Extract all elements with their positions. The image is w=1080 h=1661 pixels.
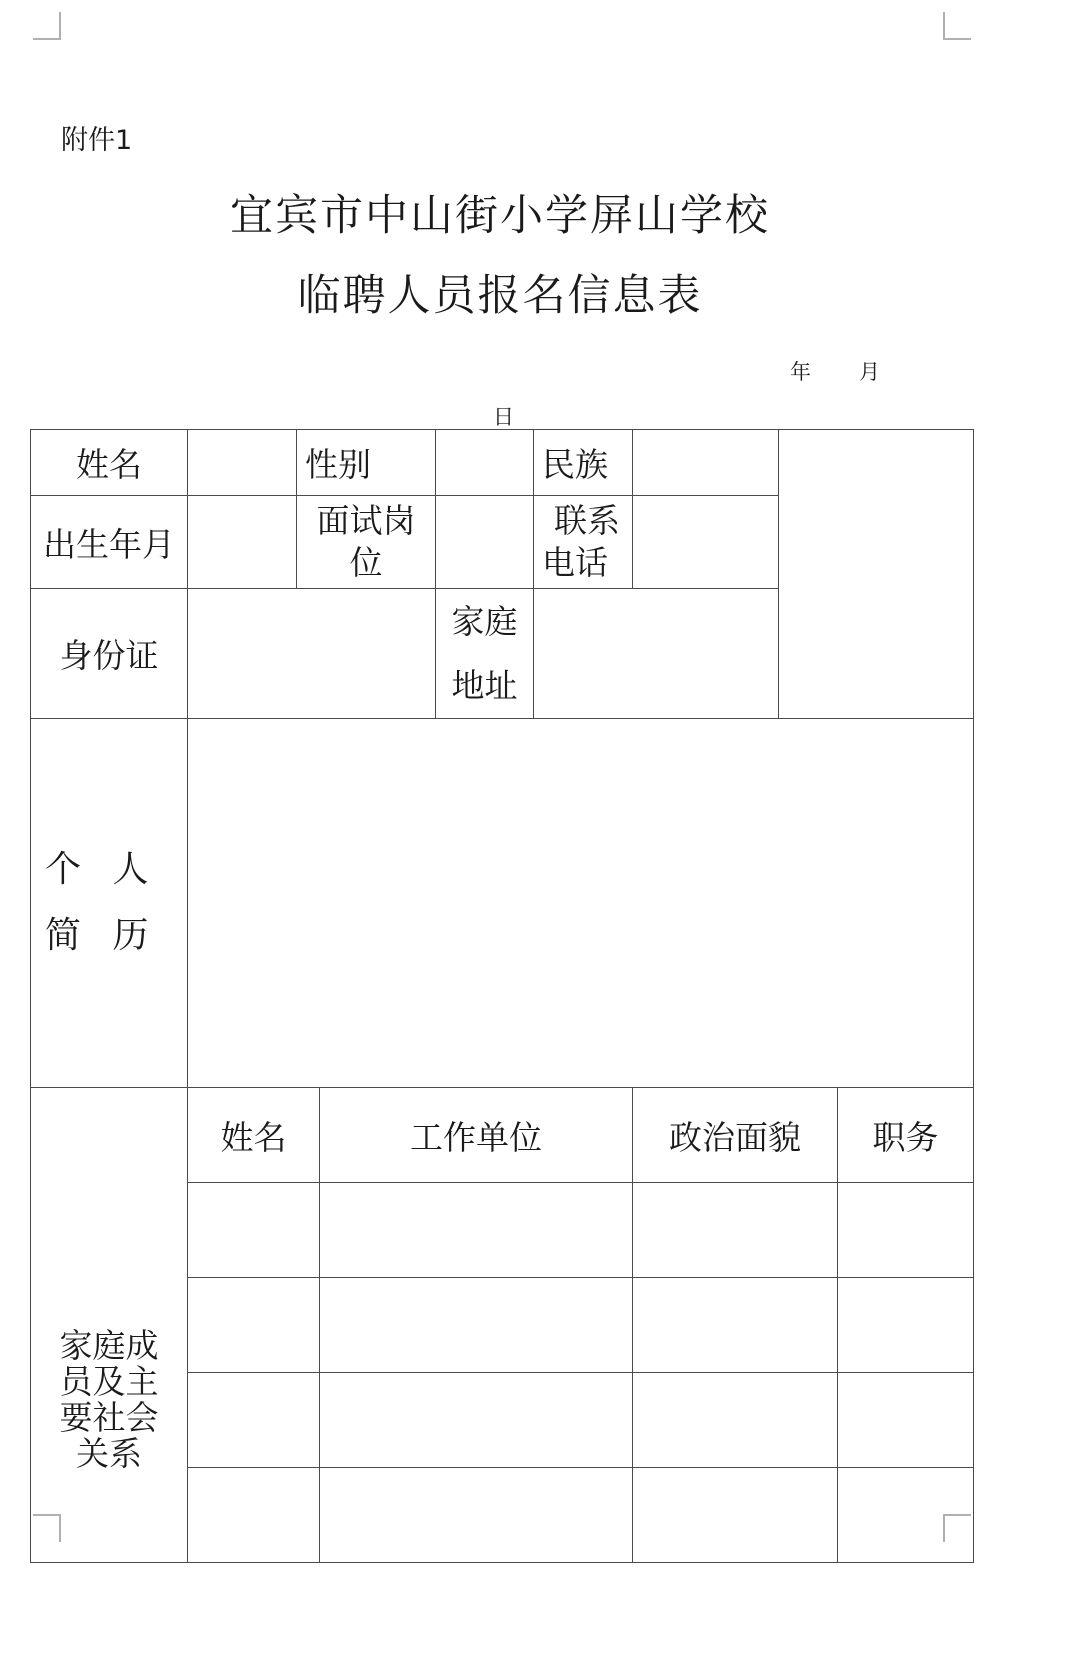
birth-value-cell[interactable] (188, 496, 297, 589)
id-card-value-cell[interactable] (188, 589, 436, 719)
phone-label-line2: 电话 (542, 543, 608, 582)
gender-label: 性别 (297, 430, 436, 496)
crop-mark-top-right (943, 12, 971, 40)
position-label-line2: 位 (349, 543, 383, 582)
family-workplace-cell[interactable] (320, 1373, 633, 1468)
family-position-cell[interactable] (838, 1183, 974, 1278)
position-label-line1: 面试岗 (316, 501, 416, 540)
resume-label-line2: 简 历 (45, 915, 159, 956)
family-name-cell[interactable] (188, 1183, 320, 1278)
name-label: 姓名 (31, 430, 188, 496)
id-card-label: 身份证 (31, 589, 188, 719)
phone-label-line1: 联系 (554, 501, 620, 540)
registration-form-table (30, 429, 974, 1563)
family-name-cell[interactable] (188, 1278, 320, 1373)
family-position-cell[interactable] (838, 1373, 974, 1468)
family-workplace-cell[interactable] (320, 1278, 633, 1373)
family-political-status-cell[interactable] (633, 1183, 838, 1278)
resume-label (31, 719, 188, 1088)
ethnicity-value-cell[interactable] (633, 430, 779, 496)
form-row-resume (31, 719, 974, 1088)
position-label (297, 496, 436, 589)
ethnicity-label: 民族 (534, 430, 633, 496)
family-position-cell[interactable] (838, 1468, 974, 1563)
family-header-row (31, 1088, 974, 1183)
family-position-cell[interactable] (838, 1278, 974, 1373)
document-title-line2: 临聘人员报名信息表 (297, 271, 703, 321)
family-political-status-cell[interactable] (633, 1373, 838, 1468)
crop-mark-top-left (33, 12, 61, 40)
address-label-line2: 地址 (451, 665, 518, 705)
form-row-1 (31, 430, 974, 496)
family-relations-label (31, 1088, 188, 1563)
family-label-line2: 员及主 (59, 1362, 159, 1401)
family-political-status-cell[interactable] (633, 1468, 838, 1563)
photo-cell[interactable] (779, 430, 974, 719)
date-year: 年 (790, 360, 811, 384)
family-label-line1: 家庭成 (59, 1326, 159, 1365)
address-label-line1: 家庭 (451, 601, 518, 641)
family-name-cell[interactable] (188, 1373, 320, 1468)
family-column-name: 姓名 (188, 1088, 320, 1183)
document-title-line1: 宜宾市中山街小学屏山学校 (230, 191, 770, 241)
phone-label (534, 496, 633, 589)
attachment-label: 附件1 (61, 125, 133, 156)
family-label-line3: 要社会 (59, 1398, 159, 1437)
phone-value-cell[interactable] (633, 496, 779, 589)
family-column-workplace: 工作单位 (320, 1088, 633, 1183)
family-workplace-cell[interactable] (320, 1183, 633, 1278)
family-workplace-cell[interactable] (320, 1468, 633, 1563)
resume-label-line1: 个 人 (45, 849, 159, 890)
date-month: 月 (859, 360, 880, 384)
gender-value-cell[interactable] (436, 430, 534, 496)
family-column-position: 职务 (838, 1088, 974, 1183)
name-value-cell[interactable] (188, 430, 297, 496)
position-value-cell[interactable] (436, 496, 534, 589)
birth-label: 出生年月 (31, 496, 188, 589)
family-political-status-cell[interactable] (633, 1278, 838, 1373)
family-column-political-status: 政治面貌 (633, 1088, 838, 1183)
address-label (436, 589, 534, 719)
family-name-cell[interactable] (188, 1468, 320, 1563)
address-value-cell[interactable] (534, 589, 779, 719)
resume-value-cell[interactable] (188, 719, 974, 1088)
date-day: 日 (493, 405, 514, 429)
date-year-month (790, 356, 880, 386)
family-label-line4: 关系 (76, 1434, 142, 1473)
